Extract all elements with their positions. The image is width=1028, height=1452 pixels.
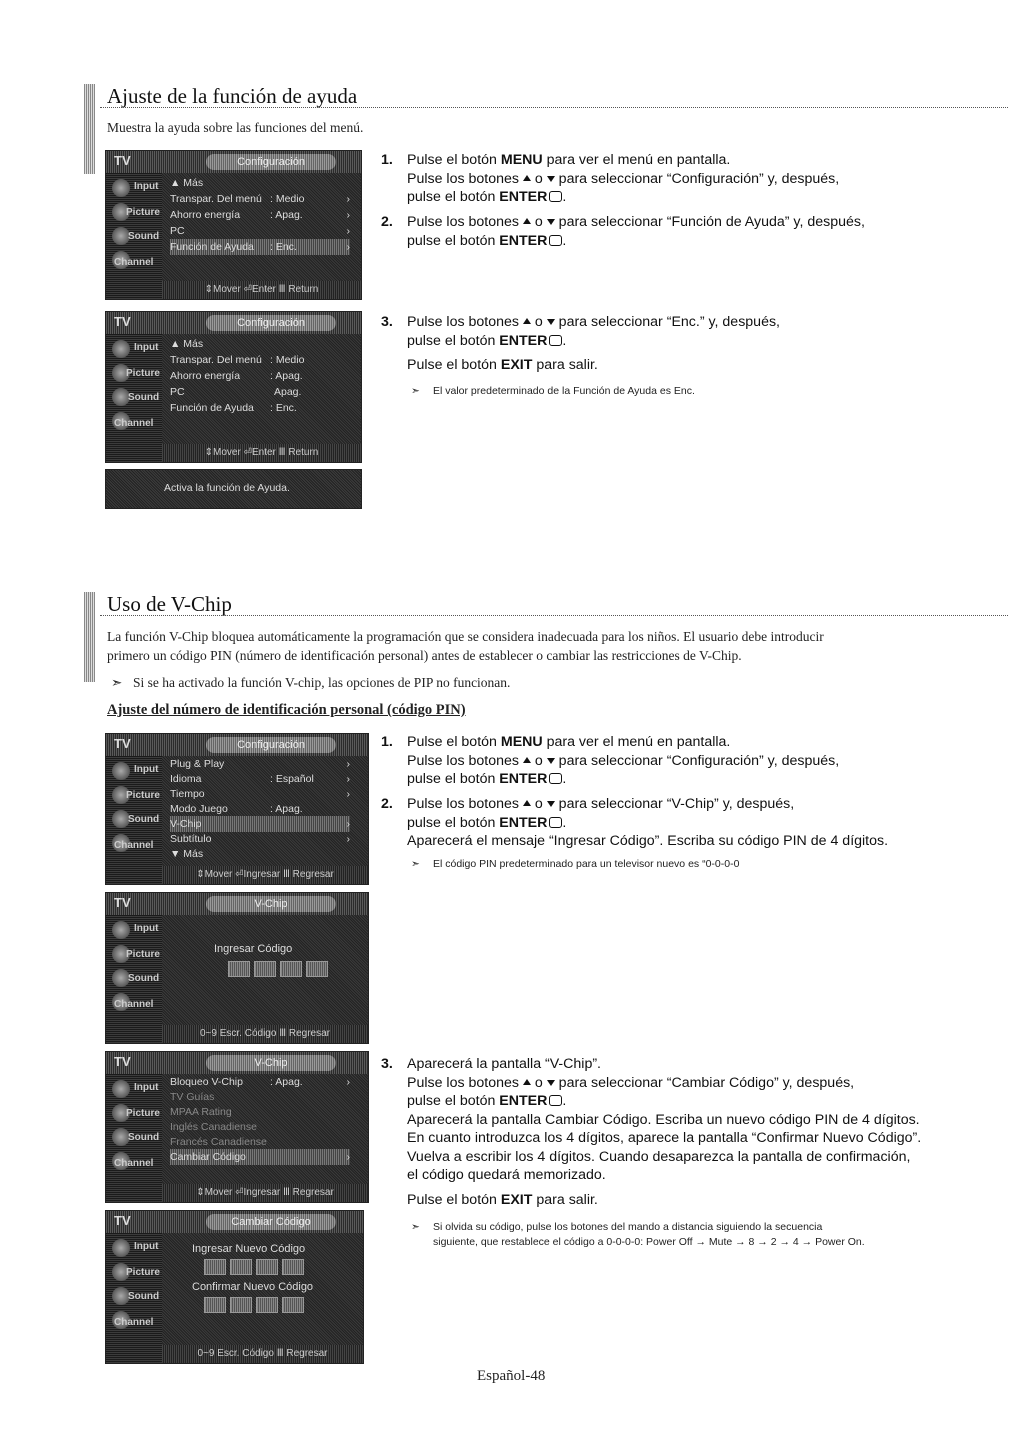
enter-icon: [549, 191, 562, 202]
note-arrow-icon: ➣: [411, 385, 420, 397]
subheading: Ajuste del número de identificación personal (código PIN): [107, 702, 466, 718]
menu-row: PC ›: [170, 225, 350, 237]
menu-row: Ahorro energía : Apag. ›: [170, 209, 350, 221]
section-description: La función V-Chip bloquea automáticamente la programación que se considera inadecuada para los niños. El usuario debe introducir primero un código PIN (número de identificación personal) antes de establecer o cambiar las restricciones de V-Chip.: [107, 629, 824, 663]
tv-header: [106, 151, 361, 173]
intro-note: ➣ Si se ha activado la función V-chip, las opciones de PIP no funcionan.: [111, 675, 511, 690]
section-rule: [100, 615, 1008, 616]
tv-screen-configuracion-vchip: Input Picture Sound Channel TV Configuración Plug & Play › Idioma : Español › Tiempo › Modo Juego : Apag. V-Chip › Subtítulo › ▼ Más ⇕Mover ⏎Ingresar Ⅲ Regresar: [105, 733, 369, 885]
note: ➣ El valor predeterminado de la Función de Ayuda es Enc.: [411, 385, 695, 397]
pin-box: [254, 961, 276, 977]
side-item-picture: Picture: [126, 207, 160, 218]
enter-icon: [549, 235, 562, 246]
menu-footer: ⇕Mover ⏎Enter Ⅲ Return: [162, 281, 361, 299]
section-title: Ajuste de la función de ayuda: [107, 84, 358, 108]
note-arrow-icon: ➣: [111, 675, 123, 690]
tv-screen-vchip-pin: Input Picture Sound Channel TV V-Chip Ingresar Código 0~9 Escr. Código Ⅲ Regresar: [105, 892, 369, 1044]
section-marker: [84, 592, 95, 682]
tv-screen-configuracion: [105, 150, 362, 300]
enter-icon: [549, 773, 562, 784]
pin-box: [228, 961, 250, 977]
tv-screen-cambiar-codigo: Input Picture Sound Channel TV Cambiar Código Ingresar Nuevo Código Confirmar Nuevo Código 0~9 Escr. Código Ⅲ Regresar: [105, 1210, 364, 1364]
note: ➣ El código PIN predeterminado para un televisor nuevo es “0-0-0-0: [411, 858, 740, 870]
vchip-step-2: 2. Pulse los botones o para seleccionar “V-Chip” y, después, pulse el botón ENTER . Aparecerá el mensaje “Ingresar Código”. Escriba su código PIN de 4 dígitos.: [381, 796, 889, 849]
step-2: 2. Pulse los botones o para seleccionar “Función de Ayuda” y, después, pulse el botón ENTER .: [381, 214, 865, 249]
enter-icon: [549, 817, 562, 828]
note-arrow-icon: ➣: [411, 858, 420, 870]
tv-label: TV: [114, 153, 131, 168]
section-description: Muestra la ayuda sobre las funciones del menú.: [107, 120, 364, 135]
menu-row-selected: Función de Ayuda : Enc. ›: [170, 241, 350, 253]
menu-title: Configuración: [206, 154, 336, 170]
tv-screen-configuracion-enc: Input Picture Sound Channel TV Configuración ▲ Más Transpar. Del menú : Medio Ahorro energía : Apag. PC Apag. Función de Ayuda : Enc. ⇕Mover ⏎Enter Ⅲ Return: [105, 311, 362, 463]
help-bar: Activa la función de Ayuda.: [105, 469, 362, 509]
side-item-sound: Sound: [128, 231, 160, 242]
note: ➣ Si olvida su código, pulse los botones del mando a distancia siguiendo la secuencia siguiente, que restablece el código a 0-0-0-0: Power Off → Mute → 8 → 2 → 4 → Power On.: [411, 1221, 865, 1248]
tv-sidebar: [106, 151, 162, 299]
step-3: 3. Pulse los botones o para seleccionar “Enc.” y, después, pulse el botón ENTER . Pulse el botón EXIT para salir.: [381, 314, 781, 373]
section-marker: [84, 84, 95, 174]
pin-box: [280, 961, 302, 977]
page-number: Español-48: [477, 1368, 546, 1384]
vchip-step-1: 1. Pulse el botón MENU para ver el menú en pantalla. Pulse los botones o para seleccionar “Configuración” y, después, pulse el botón ENTER .: [381, 734, 840, 787]
menu-row: ▲ Más: [170, 177, 204, 189]
pin-box: [306, 961, 328, 977]
side-item-input: Input: [134, 181, 159, 192]
step-1: 1. Pulse el botón MENU para ver el menú en pantalla. Pulse los botones o para seleccionar “Configuración” y, después, pulse el botón ENTER .: [381, 152, 840, 205]
tv-screen-vchip-menu: Input Picture Sound Channel TV V-Chip Bloqueo V-Chip : Apag. › TV Guías MPAA Rating Inglés Canadiense Francés Canadiense Cambiar Código › ⇕Mover ⏎Ingresar Ⅲ Regresar: [105, 1051, 369, 1203]
section-rule: [100, 107, 1008, 108]
section-title: Uso de V-Chip: [107, 592, 232, 616]
enter-icon: [549, 335, 562, 346]
side-item-channel: Channel: [114, 257, 154, 268]
enter-icon: [549, 1095, 562, 1106]
vchip-step-3: 3. Aparecerá la pantalla “V-Chip”. Pulse los botones o para seleccionar “Cambiar Código” y, después, pulse el botón ENTER . Aparecerá la pantalla Cambiar Código. Escriba un nuevo código PIN de 4 dígitos. En cuanto introduzca los 4 dígitos, aparece la pantalla “Confirmar Nuevo Código”. Vuelva a escribir los 4 dígitos. Cuando desaparezca la pantalla de confirmación, el código quedará memorizado. Pulse el botón EXIT para salir.: [381, 1056, 922, 1208]
menu-row: Transpar. Del menú : Medio ›: [170, 193, 350, 205]
note-arrow-icon: ➣: [411, 1221, 420, 1233]
